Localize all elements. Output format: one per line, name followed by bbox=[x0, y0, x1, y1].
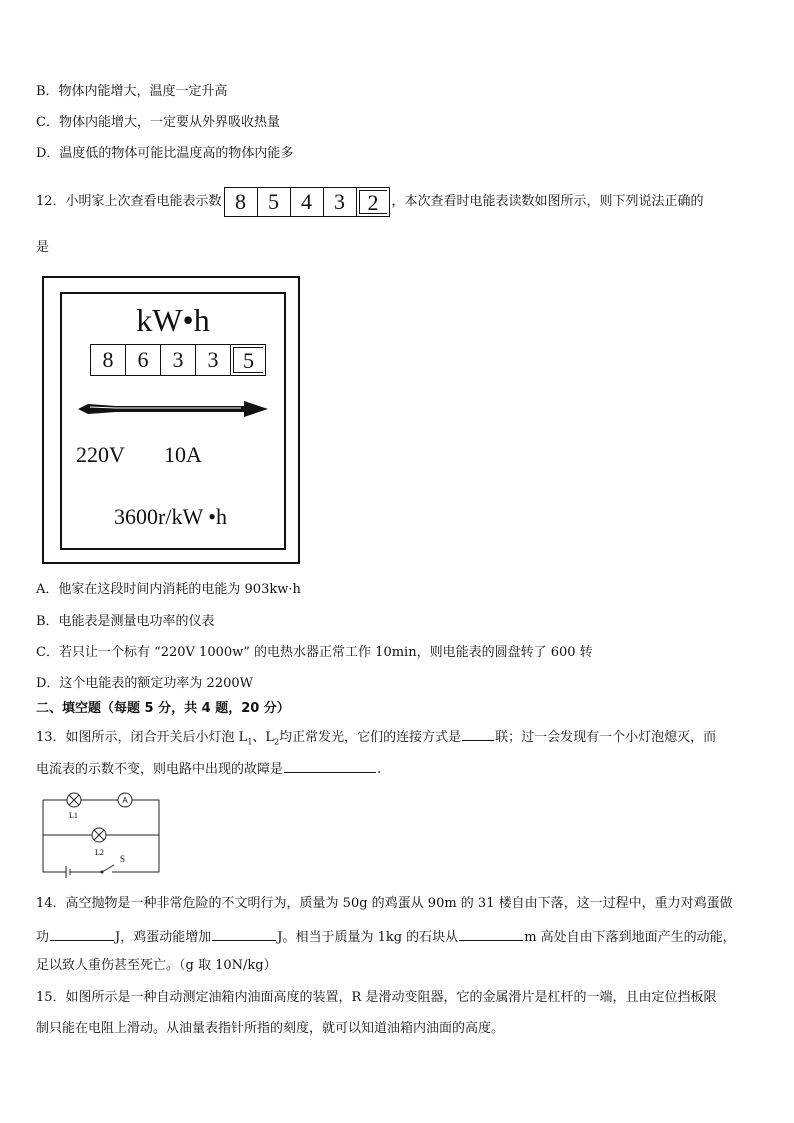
meter-reading bbox=[90, 344, 266, 376]
q14-line2 bbox=[36, 926, 736, 948]
q15-line2: 制只能在电阻上滑动。从油量表指针所指的刻度，就可以知道油箱内油面的高度。 bbox=[36, 1021, 505, 1036]
q12-stem bbox=[36, 186, 704, 218]
switch-label: S bbox=[120, 854, 126, 864]
q12-prefix: 12．小明家上次查看电能表示数 bbox=[36, 194, 222, 209]
meter-face bbox=[60, 292, 286, 550]
q11-option-d: D．温度低的物体可能比温度高的物体内能多 bbox=[36, 146, 294, 161]
meter-voltage: 220V bbox=[76, 442, 125, 467]
q12-continuation: 是 bbox=[36, 240, 50, 255]
q15-line1: 15．如图所示是一种自动测定油箱内油面高度的装置，R 是滑动变阻器，它的金属滑片是杠杆的一端，且由定位挡板限 bbox=[36, 990, 717, 1005]
l1-label: L1 bbox=[69, 811, 78, 820]
q14-line3: 足以致人重伤甚至死亡。（g 取 10N/kg） bbox=[36, 958, 277, 973]
meter-digit-decimal: 5 bbox=[233, 347, 263, 373]
q12-suffix: ，本次查看时电能表读数如图所示，则下列说法正确的 bbox=[391, 194, 704, 209]
q14-line1: 14．高空抛物是一种非常危险的不文明行为，质量为 50g 的鸡蛋从 90m 的 31 楼自由下落，这一过程中，重力对鸡蛋做 bbox=[36, 896, 733, 911]
answer-blank[interactable] bbox=[459, 926, 523, 941]
answer-blank[interactable] bbox=[284, 758, 376, 773]
l2-label: L2 bbox=[95, 848, 104, 857]
q11-option-b: B．物体内能增大，温度一定升高 bbox=[36, 84, 228, 99]
meter-constant: 3600r/kW •h bbox=[114, 504, 228, 529]
q14-text: m 高处自由下落到地面产生的动能， bbox=[524, 930, 736, 945]
subscript: 1 bbox=[247, 737, 253, 747]
q13-text: 电流表的示数不变，则电路中出现的故障是 bbox=[36, 762, 284, 777]
section-title: 二、填空题（每题 5 分，共 4 题，20 分） bbox=[36, 701, 290, 716]
q13-text: 联；过一会发现有一个小灯泡熄灭，而 bbox=[495, 730, 717, 745]
q11-option-c: C．物体内能增大，一定要从外界吸收热量 bbox=[36, 115, 280, 130]
answer-blank[interactable] bbox=[462, 726, 494, 741]
q13-line2 bbox=[36, 758, 381, 780]
meter-digit: 6 bbox=[126, 345, 161, 375]
q12-option-a: A．他家在这段时间内消耗的电能为 903kw·h bbox=[36, 582, 301, 597]
prev-digit: 8 bbox=[225, 188, 258, 216]
q13-text: 、L bbox=[252, 730, 275, 745]
prev-digit: 4 bbox=[291, 188, 324, 216]
q14-text: J。相当于质量为 1kg 的石块从 bbox=[277, 930, 459, 945]
q13-text: 13．如图所示，闭合开关后小灯泡 L bbox=[36, 730, 248, 745]
q13-line1 bbox=[36, 726, 716, 753]
q13-text: . bbox=[377, 762, 382, 777]
q12-option-c: C．若只让一个标有 “220V 1000w” 的电热水器正常工作 10min，则电能表的圆盘转了 600 转 bbox=[36, 645, 593, 660]
meter-digit: 3 bbox=[161, 345, 196, 375]
subscript: 2 bbox=[274, 737, 280, 747]
meter-digit: 3 bbox=[196, 345, 231, 375]
meter-current: 10A bbox=[164, 442, 202, 467]
prev-digit: 3 bbox=[324, 188, 357, 216]
q12-option-d: D．这个电能表的额定功率为 2200W bbox=[36, 676, 254, 691]
arrow-icon bbox=[76, 394, 272, 424]
prev-digit: 5 bbox=[258, 188, 291, 216]
meter-digit: 8 bbox=[91, 345, 126, 375]
q14-text: 功 bbox=[36, 930, 50, 945]
q12-option-b: B．电能表是测量电功率的仪表 bbox=[36, 614, 215, 629]
previous-meter-reading bbox=[224, 187, 390, 217]
answer-blank[interactable] bbox=[50, 926, 114, 941]
electricity-meter-figure bbox=[42, 276, 300, 564]
answer-blank[interactable] bbox=[212, 926, 276, 941]
ammeter-label: A bbox=[122, 796, 128, 805]
prev-digit-decimal: 2 bbox=[359, 190, 387, 214]
q14-text: J，鸡蛋动能增加 bbox=[115, 930, 212, 945]
meter-unit: kW•h bbox=[136, 302, 210, 338]
q13-text: 均正常发光，它们的连接方式是 bbox=[279, 730, 462, 745]
circuit-diagram bbox=[40, 790, 164, 878]
